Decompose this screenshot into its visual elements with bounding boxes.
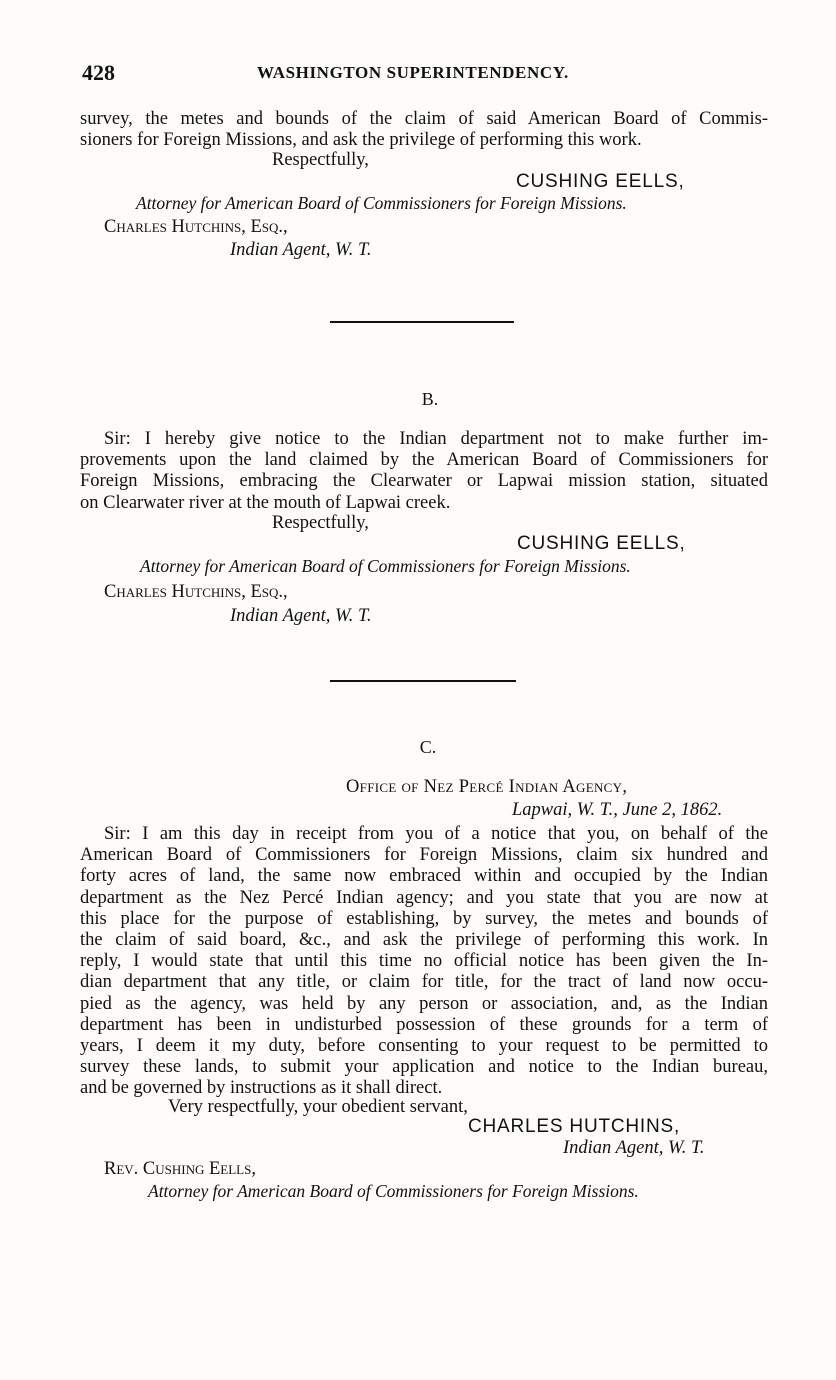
text-line: department as the Nez Percé Indian agency; and you state that you are now at (80, 887, 768, 908)
addressee-title: Attorney for American Board of Commissioners for Foreign Missions. (148, 1181, 639, 1201)
text-line: this place for the purpose of establishing, by survey, the metes and bounds of (80, 908, 768, 929)
section-b-body (80, 429, 768, 514)
running-title: WASHINGTON SUPERINTENDENCY. (257, 63, 569, 82)
signer: CUSHING EELLS, (517, 533, 686, 554)
addressee-title: Indian Agent, W. T. (230, 240, 372, 260)
page-number: 428 (82, 60, 115, 85)
text-line: dian department that any title, or claim for title, for the tract of land now occu- (80, 972, 768, 993)
addressee-name: Charles Hutchins, Esq., (104, 217, 288, 237)
text-line: forty acres of land, the same now embraced within and occupied by the Indian (80, 866, 768, 887)
closing: Respectfully, (272, 150, 369, 170)
text-line: American Board of Commissioners for Foreign Missions, claim six hundred and (80, 845, 768, 866)
section-letter: C. (419, 737, 437, 757)
addressee-name: Charles Hutchins, Esq., (104, 582, 288, 602)
closing: Very respectfully, your obedient servant, (168, 1097, 468, 1117)
signer: CUSHING EELLS, (516, 171, 685, 192)
section-c-body (80, 824, 768, 1100)
text-line: department has been in undisturbed possession of these grounds for a term of (80, 1014, 768, 1035)
text-line: survey these lands, to submit your application and notice to the Indian bureau, (80, 1057, 768, 1078)
closing: Respectfully, (272, 513, 369, 533)
text-line: Foreign Missions, embracing the Clearwater or Lapwai mission station, situated (80, 471, 768, 492)
text-line: Sir: I hereby give notice to the Indian department not to make further im- (104, 429, 768, 449)
office-heading: Office of Nez Percé Indian Agency, (346, 777, 628, 797)
section-letter: B. (421, 389, 439, 409)
text-line: reply, I would state that until this time no official notice has been given the In- (80, 951, 768, 972)
signer-title: Attorney for American Board of Commissioners for Foreign Missions. (140, 556, 631, 576)
addressee-name: Rev. Cushing Eells, (104, 1159, 256, 1179)
signer-title: Indian Agent, W. T. (563, 1138, 705, 1158)
place-date: Lapwai, W. T., June 2, 1862. (512, 800, 723, 820)
addressee-title: Indian Agent, W. T. (230, 606, 372, 626)
text-line: Sir: I am this day in receipt from you of a notice that you, on behalf of the (104, 824, 768, 844)
text-line: on Clearwater river at the mouth of Lapwai creek. (80, 492, 451, 513)
text-line: the claim of said board, &c., and ask the privilege of performing this work. In (80, 930, 768, 951)
text-line: and be governed by instructions as it shall direct. (80, 1078, 443, 1099)
text-line: survey, the metes and bounds of the claim of said American Board of Commis- (80, 109, 768, 129)
signer-title: Attorney for American Board of Commissioners for Foreign Missions. (136, 193, 627, 213)
section-a-body (80, 109, 768, 151)
text-line: provements upon the land claimed by the American Board of Commissioners for (80, 450, 768, 471)
text-line: sioners for Foreign Missions, and ask the privilege of performing this work. (80, 130, 642, 151)
section-divider (330, 321, 514, 323)
text-line: pied as the agency, was held by any person or association, and, as the Indian (80, 993, 768, 1014)
text-line: years, I deem it my duty, before consenting to your request to be permitted to (80, 1036, 768, 1057)
section-divider (330, 680, 516, 682)
signer: CHARLES HUTCHINS, (468, 1116, 681, 1137)
